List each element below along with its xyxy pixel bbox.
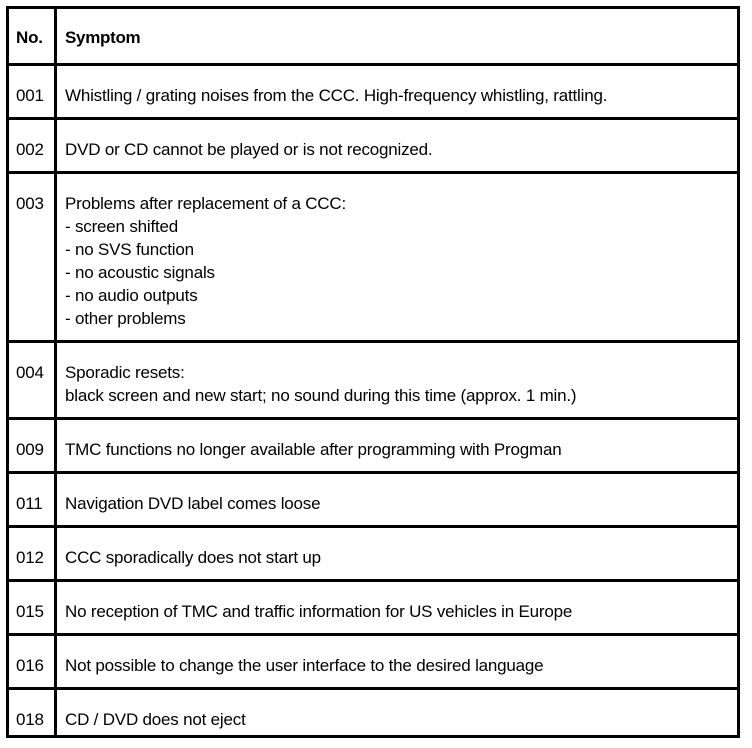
symptom-line: - other problems [65, 309, 186, 328]
row-symptom [57, 528, 737, 579]
table-row [9, 690, 737, 735]
symptom-line: Not possible to change the user interface to the desired language [65, 656, 544, 675]
table-header-row [9, 9, 737, 63]
row-number: 016 [9, 636, 57, 687]
row-number: 009 [9, 420, 57, 471]
row-symptom [57, 474, 737, 525]
row-symptom [57, 120, 737, 171]
row-symptom [57, 420, 737, 471]
symptom-table [6, 6, 740, 738]
row-symptom [57, 690, 737, 735]
symptom-line: Problems after replacement of a CCC: [65, 194, 346, 213]
row-symptom [57, 66, 737, 117]
header-no: No. [9, 9, 57, 63]
header-symptom: Symptom [65, 28, 141, 47]
symptom-line: Whistling / grating noises from the CCC. High-frequency whistling, rattling. [65, 86, 608, 105]
symptom-line: - no acoustic signals [65, 263, 215, 282]
row-number: 003 [9, 174, 57, 340]
table-row [9, 120, 737, 171]
symptom-line: Navigation DVD label comes loose [65, 494, 321, 513]
row-symptom [57, 343, 737, 417]
row-number: 015 [9, 582, 57, 633]
table-row [9, 474, 737, 525]
row-number: 012 [9, 528, 57, 579]
row-symptom [57, 174, 737, 340]
symptom-line: CD / DVD does not eject [65, 710, 246, 729]
table-row [9, 66, 737, 117]
table-row [9, 582, 737, 633]
row-symptom [57, 636, 737, 687]
row-number: 004 [9, 343, 57, 417]
symptom-line: No reception of TMC and traffic information for US vehicles in Europe [65, 602, 573, 621]
symptom-line: - no SVS function [65, 240, 194, 259]
table-row [9, 174, 737, 340]
row-number: 001 [9, 66, 57, 117]
table-row [9, 636, 737, 687]
table-row [9, 528, 737, 579]
row-number: 018 [9, 690, 57, 735]
symptom-line: CCC sporadically does not start up [65, 548, 321, 567]
table-row [9, 420, 737, 471]
symptom-line: - no audio outputs [65, 286, 198, 305]
symptom-line: - screen shifted [65, 217, 179, 236]
row-symptom [57, 582, 737, 633]
symptom-line: TMC functions no longer available after programming with Progman [65, 440, 562, 459]
symptom-line: Sporadic resets: [65, 363, 185, 382]
table-row [9, 343, 737, 417]
symptom-line: DVD or CD cannot be played or is not recognized. [65, 140, 433, 159]
symptom-line: black screen and new start; no sound during this time (approx. 1 min.) [65, 386, 577, 405]
row-number: 002 [9, 120, 57, 171]
row-number: 011 [9, 474, 57, 525]
